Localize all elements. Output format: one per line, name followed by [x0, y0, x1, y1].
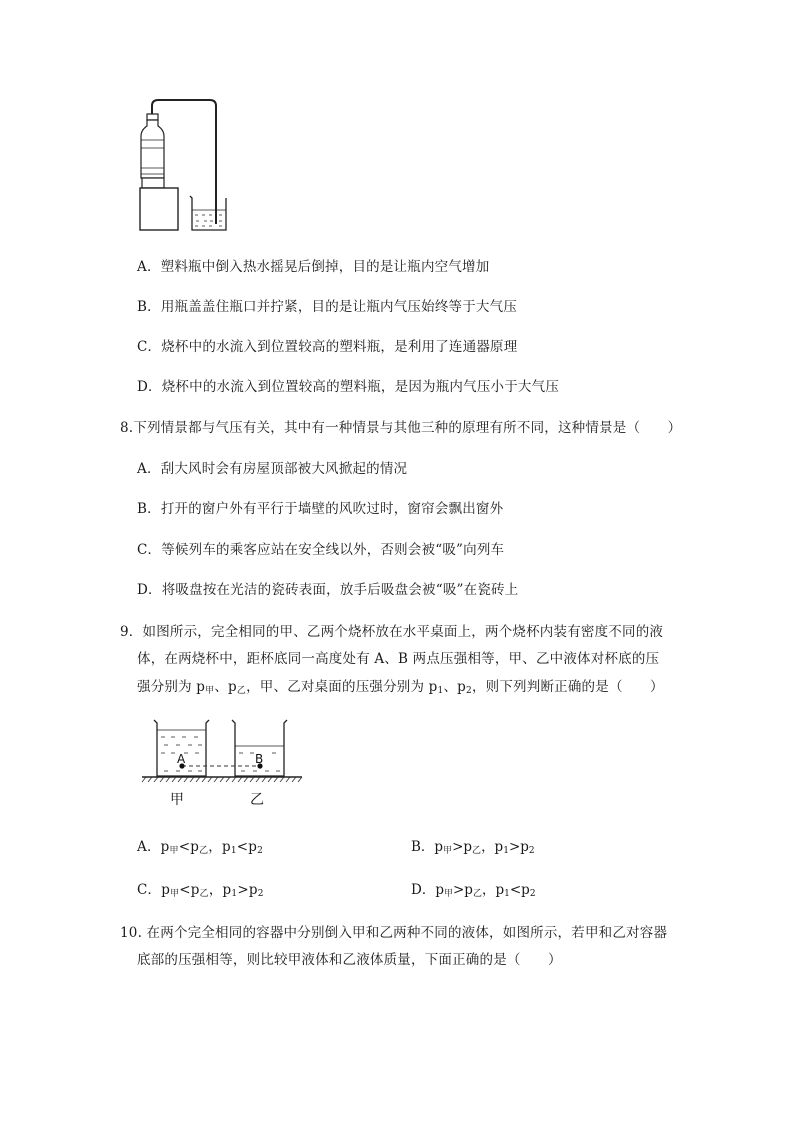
- q9-stem-line2: 体，在两烧杯中，距杯底同一高度处有 A、B 两点压强相等，甲、乙中液体对杯底的压: [137, 651, 660, 667]
- q8-stem: 8.下列情景都与气压有关，其中有一种情景与其他三种的原理有所不同，这种情景是（ ）: [120, 420, 682, 436]
- label-jia: 甲: [170, 792, 184, 808]
- q9-stem-line1: 9．如图所示，完全相同的甲、乙两个烧杯放在水平桌面上，两个烧杯内装有密度不同的液: [120, 624, 664, 640]
- q9-option-a[interactable]: A．$p_甲<p_乙$，$p_1<p_2$: [137, 839, 264, 856]
- label-yi: 乙: [250, 792, 264, 808]
- q7-option-d[interactable]: D．烧杯中的水流入到位置较高的塑料瓶，是因为瓶内气压小于大气压: [137, 379, 560, 395]
- bottle-beaker-figure: [130, 92, 250, 234]
- q7-option-a[interactable]: A．塑料瓶中倒入热水摇晃后倒掉，目的是让瓶内空气增加: [137, 259, 490, 275]
- q9-option-c[interactable]: C．$p_甲<p_乙$，$p_1>p_2$: [137, 882, 264, 899]
- q8-option-d[interactable]: D．将吸盘按在光洁的瓷砖表面，放手后吸盘会被“吸”在瓷砖上: [137, 582, 519, 598]
- q10-stem-line2: 底部的压强相等，则比较甲液体和乙液体质量，下面正确的是（ ）: [137, 952, 562, 968]
- point-b-label: B: [255, 752, 264, 766]
- point-a-label: A: [177, 752, 186, 766]
- q8-option-a[interactable]: A．刮大风时会有房屋顶部被大风掀起的情况: [137, 461, 408, 477]
- q10-stem-line1: 10. 在两个完全相同的容器中分别倒入甲和乙两种不同的液体，如图所示，若甲和乙对容器: [120, 925, 668, 941]
- q7-option-b[interactable]: B．用瓶盖盖住瓶口并拧紧，目的是让瓶内气压始终等于大气压: [137, 299, 518, 315]
- q7-option-c[interactable]: C．烧杯中的水流入到位置较高的塑料瓶，是利用了连通器原理: [137, 339, 518, 355]
- q9-option-b[interactable]: B．$p_甲>p_乙$，$p_1>p_2$: [411, 839, 535, 856]
- q9-option-d[interactable]: D．$p_甲>p_乙$，$p_1<p_2$: [411, 882, 536, 899]
- q8-option-c[interactable]: C．等候列车的乘客应站在安全线以外，否则会被“吸”向列车: [137, 542, 505, 558]
- q8-option-b[interactable]: B．打开的窗户外有平行于墙壁的风吹过时，窗帘会飘出窗外: [137, 501, 504, 517]
- two-beakers-figure: [140, 716, 310, 812]
- q9-stem-line3: 强分别为 $p_甲$、$p_乙$，甲、乙对桌面的压强分别为 $p_1$、$p_2$，则下列判断正确的是（ ）: [137, 679, 664, 696]
